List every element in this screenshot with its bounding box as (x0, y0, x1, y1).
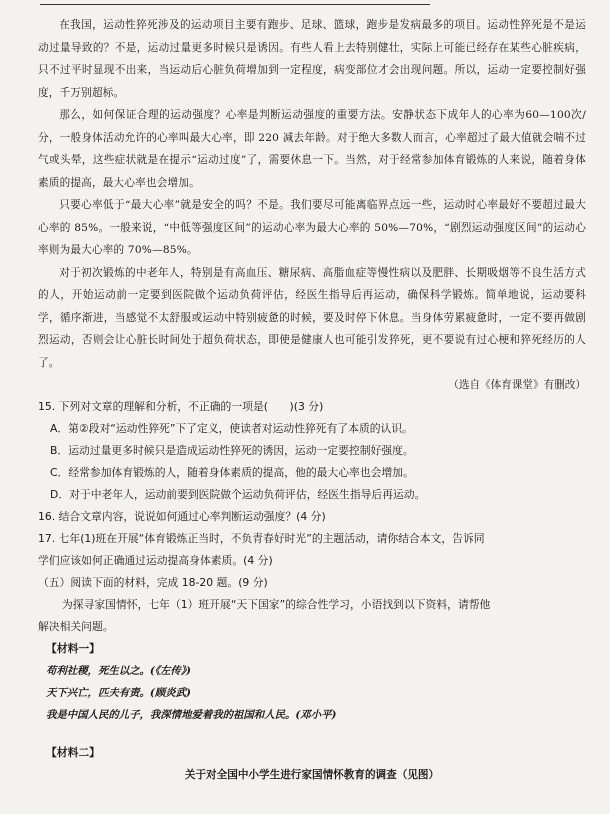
material-1-quote-2: 天下兴亡，匹夫有责。(顾炎武) (46, 687, 191, 699)
material-2-label: 【材料二】 (46, 746, 100, 759)
q15-option-b: B．运动过量更多时候只是造成运动性猝死的诱因，运动一定要控制好强度。 (50, 444, 414, 457)
article-paragraph-1: 在我国，运动性猝死涉及的运动项目主要有跑步、足球、篮球，跑步是发病最多的项目。运动性猝死是不是运动过量导致的？不是，运动过量更多时候只是诱因。有些人看上去特别健壮，实际上可能已经存在某些心脏疾病，只不过平时显现不出来，当运动后心脏负荷增加到一定程度，病变部位才会出现问题。所以，运动一定要控制好强度，千万别超标。 (38, 19, 586, 99)
top-rule (40, 4, 430, 5)
article-paragraph-2: 那么，如何保证合理的运动强度？心率是判断运动强度的重要方法。安静状态下成年人的心率为60—100次/分，一般身体活动允许的心率叫最大心率，即 220 减去年龄。对于绝大多数人而言，心率超过了最大值就会喘不过气或头晕，这些症状就是在提示“运动过度”了，需要休息一下。当然，对于经常参加体育锻炼的人来说，随着身体素质的提高，最大心率也会增加。 (38, 109, 586, 189)
article-paragraph-4: 对于初次锻炼的中老年人，特别是有高血压、糖尿病、高脂血症等慢性病以及肥胖、长期吸烟等不良生活方式的人，开始运动前一定要到医院做个运动负荷评估，经医生指导后再运动，确保科学锻炼。简单地说，运动要科学，循序渐进，当感觉不太舒服或运动中特别疲惫的时候，要及时停下休息。当身体劳累疲惫时，一定不要再做剧烈运动，否则会让心脏长时间处于超负荷状态，即使是健康人也可能引发猝死，更不要说有过心梗和猝死经历的人了。 (38, 266, 586, 369)
question-17-line1: 17. 七年(1)班在开展“体育锻炼正当时，不负青春好时光”的主题活动，请你结合本文，告诉同 (38, 532, 485, 545)
article-source: （选自《体育课堂》有删改） (448, 379, 586, 391)
material-1-quote-1: 苟利社稷，死生以之。(《左传》) (46, 665, 191, 677)
material-1-label: 【材料一】 (46, 642, 100, 655)
section-5-heading: （五）阅读下面的材料，完成 18-20 题。(9 分) (38, 576, 268, 589)
page-content (38, 14, 586, 786)
section-5-intro-line1: 为探寻家国情怀，七年（1）班开展“天下国家”的综合性学习，小语找到以下资料，请帮他 (62, 598, 491, 611)
article-paragraph-3: 只要心率低于“最大心率”就是安全的吗？不是。我们要尽可能离临界点远一些，运动时心率最好不要超过最大心率的 85%。一般来说，“中低等强度区间”的运动心率为最大心率的 50%—70%，“剧烈运动强度区间”的运动心率则为最大心率的 70%—85%。 (38, 199, 586, 256)
q15-option-d: D．对于中老年人，运动前要到医院做个运动负荷评估，经医生指导后再运动。 (50, 488, 426, 501)
material-1-quote-3: 我是中国人民的儿子，我深情地爱着我的祖国和人民。(邓小平) (46, 709, 337, 721)
material-2-caption: 关于对全国中小学生进行家国情怀教育的调查（见图） (184, 769, 440, 781)
question-15: 15. 下列对文章的理解和分析，不正确的一项是( )(3 分) (38, 400, 324, 413)
question-16: 16. 结合文章内容，说说如何通过心率判断运动强度？(4 分) (38, 510, 326, 523)
section-5-intro-line2: 解决相关问题。 (38, 620, 114, 633)
q15-option-c: C．经常参加体育锻炼的人，随着身体素质的提高，他的最大心率也会增加。 (50, 466, 414, 479)
q15-option-a: A．第②段对“运动性猝死”下了定义，使读者对运动性猝死有了本质的认识。 (50, 422, 413, 435)
question-17-line2: 学们应该如何正确通过运动提高身体素质。(4 分) (38, 554, 273, 567)
